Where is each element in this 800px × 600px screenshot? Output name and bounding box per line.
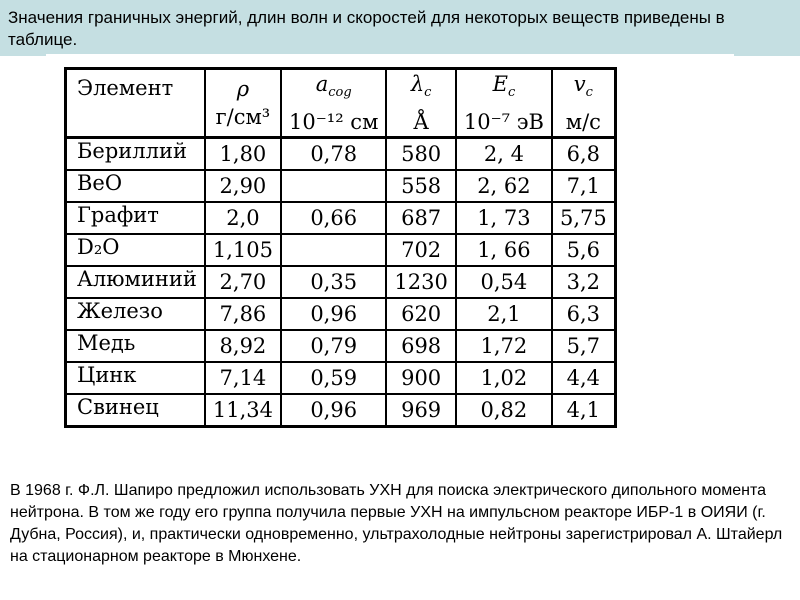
cell-scattering-length: 0,96	[281, 298, 386, 330]
cell-wavelength: 558	[386, 170, 455, 202]
outro-text: В 1968 г. Ф.Л. Шапиро предложил использовать УХН для поиска электрического дипольного момента нейтрона. В том же году его группа получила первые УХН на импульсном реакторе ИБР-1 в ОИЯИ (г. Дубна, Россия), и, практически одновременно, ультрахолодные нейтроны зарегистрировал А. Штайерл на стационарном реакторе в Мюнхене.	[10, 482, 783, 565]
cell-scattering-length	[281, 170, 386, 202]
cell-energy: 2, 4	[456, 138, 552, 171]
cell-velocity: 6,3	[552, 298, 615, 330]
cell-wavelength: 969	[386, 394, 455, 427]
header-density: ρ г/см³	[205, 69, 281, 138]
table-row	[66, 362, 616, 394]
cell-element: Алюминий	[66, 266, 205, 298]
cell-energy: 0,54	[456, 266, 552, 298]
cell-energy: 1, 66	[456, 234, 552, 266]
table-panel	[46, 54, 734, 454]
cell-velocity: 4,1	[552, 394, 615, 427]
cell-velocity: 7,1	[552, 170, 615, 202]
cell-scattering-length: 0,78	[281, 138, 386, 171]
cell-energy: 2,1	[456, 298, 552, 330]
cell-velocity: 5,7	[552, 330, 615, 362]
cell-element: Железо	[66, 298, 205, 330]
cell-element: Цинк	[66, 362, 205, 394]
cell-element: D₂O	[66, 234, 205, 266]
cell-wavelength: 900	[386, 362, 455, 394]
cell-wavelength: 580	[386, 138, 455, 171]
cell-scattering-length: 0,59	[281, 362, 386, 394]
cell-velocity: 3,2	[552, 266, 615, 298]
intro-banner	[0, 0, 800, 56]
cell-element: Бериллий	[66, 138, 205, 171]
table-row	[66, 298, 616, 330]
table-row	[66, 202, 616, 234]
table-header-row	[66, 69, 616, 138]
cell-density: 2,70	[205, 266, 281, 298]
cell-velocity: 6,8	[552, 138, 615, 171]
header-wavelength: $\lambda_c$ Å	[386, 69, 455, 138]
table-row	[66, 266, 616, 298]
cell-velocity: 4,4	[552, 362, 615, 394]
cell-wavelength: 687	[386, 202, 455, 234]
cell-scattering-length: 0,66	[281, 202, 386, 234]
cell-energy: 1,72	[456, 330, 552, 362]
cell-wavelength: 620	[386, 298, 455, 330]
cell-energy: 0,82	[456, 394, 552, 427]
cell-element: BeO	[66, 170, 205, 202]
cell-density: 7,86	[205, 298, 281, 330]
cell-scattering-length: 0,96	[281, 394, 386, 427]
cell-density: 2,0	[205, 202, 281, 234]
cell-wavelength: 698	[386, 330, 455, 362]
cell-density: 2,90	[205, 170, 281, 202]
cell-wavelength: 1230	[386, 266, 455, 298]
cell-scattering-length: 0,79	[281, 330, 386, 362]
header-energy: $E_c$ 10⁻⁷ эВ	[456, 69, 552, 138]
cell-density: 1,80	[205, 138, 281, 171]
table-row	[66, 394, 616, 427]
cell-density: 11,34	[205, 394, 281, 427]
cell-energy: 2, 62	[456, 170, 552, 202]
table-row	[66, 138, 616, 171]
cell-scattering-length	[281, 234, 386, 266]
table-row	[66, 170, 616, 202]
cell-wavelength: 702	[386, 234, 455, 266]
neutron-data-table	[64, 67, 617, 428]
cell-density: 1,105	[205, 234, 281, 266]
cell-element: Свинец	[66, 394, 205, 427]
header-element: Элемент	[66, 69, 205, 138]
cell-velocity: 5,6	[552, 234, 615, 266]
cell-element: Графит	[66, 202, 205, 234]
cell-velocity: 5,75	[552, 202, 615, 234]
cell-energy: 1,02	[456, 362, 552, 394]
header-scattering-length: $a_{cog}$ 10⁻¹² см	[281, 69, 386, 138]
cell-density: 8,92	[205, 330, 281, 362]
cell-energy: 1, 73	[456, 202, 552, 234]
cell-element: Медь	[66, 330, 205, 362]
table-row	[66, 234, 616, 266]
cell-density: 7,14	[205, 362, 281, 394]
cell-scattering-length: 0,35	[281, 266, 386, 298]
table-row	[66, 330, 616, 362]
intro-text: Значения граничных энергий, длин волн и скоростей для некоторых веществ приведены в таблице.	[8, 8, 725, 49]
header-velocity: $v_c$ м/с	[552, 69, 615, 138]
